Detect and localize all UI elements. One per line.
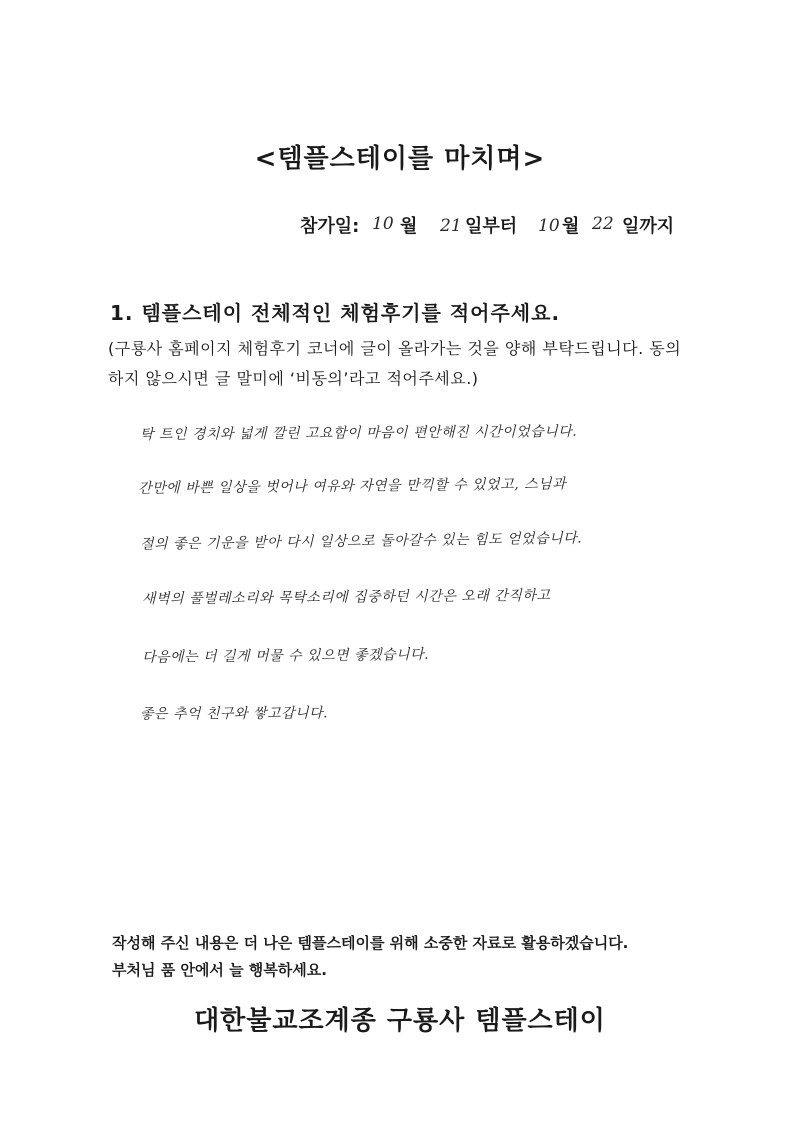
- from-label: 일부터: [465, 216, 518, 237]
- handwritten-answer-line: 좋은 추억 친구와 쌓고갑니다.: [139, 705, 329, 723]
- to-label: 일까지: [622, 216, 675, 237]
- handwritten-answer-line: 절의 좋은 기운을 받아 다시 일상으로 돌아갈수 있는 힘도 얻었습니다.: [139, 530, 583, 553]
- page-title: <템플스테이를 마치며>: [254, 144, 546, 174]
- handwritten-answer-line: 간만에 바쁜 일상을 벗어나 여유와 자연을 만끽할 수 있었고, 스님과: [137, 476, 567, 497]
- start-month-value: 10: [372, 214, 394, 234]
- handwritten-answer-line: 새벽의 풀벌레소리와 목탁소리에 집중하던 시간은 오래 간직하고: [141, 587, 551, 608]
- footer-line-2: 부처님 품 안에서 늘 행복하세요.: [112, 961, 327, 979]
- start-month-label: 월: [400, 216, 418, 237]
- footer-line-1: 작성해 주신 내용은 더 나은 템플스테이를 위해 소중한 자료로 활용하겠습니다.: [112, 934, 629, 952]
- end-month-label: 월: [562, 216, 580, 237]
- start-day-value: 21: [440, 216, 462, 236]
- participation-date-line: [300, 208, 780, 244]
- question-heading: 1. 템플스테이 전체적인 체험후기를 적어주세요.: [110, 301, 561, 325]
- footer-note: [112, 930, 628, 984]
- participation-label: 참가일:: [300, 216, 360, 237]
- end-month-value: 10: [538, 216, 560, 236]
- end-day-value: 22: [592, 214, 614, 234]
- organization-name: 대한불교조계종 구룡사 템플스테이: [194, 1006, 606, 1036]
- consent-note: (구룡사 홈페이지 체험후기 코너에 글이 올라가는 것을 양해 부탁드립니다. 동의하지 않으시면 글 말미에 ‘비동의’라고 적어주세요.): [108, 339, 682, 388]
- handwritten-answer-line: 다음에는 더 길게 머물 수 있으면 좋겠습니다.: [141, 646, 430, 666]
- handwritten-answer-line: 탁 트인 경치와 넓게 깔린 고요함이 마음이 편안해진 시간이었습니다.: [139, 423, 578, 443]
